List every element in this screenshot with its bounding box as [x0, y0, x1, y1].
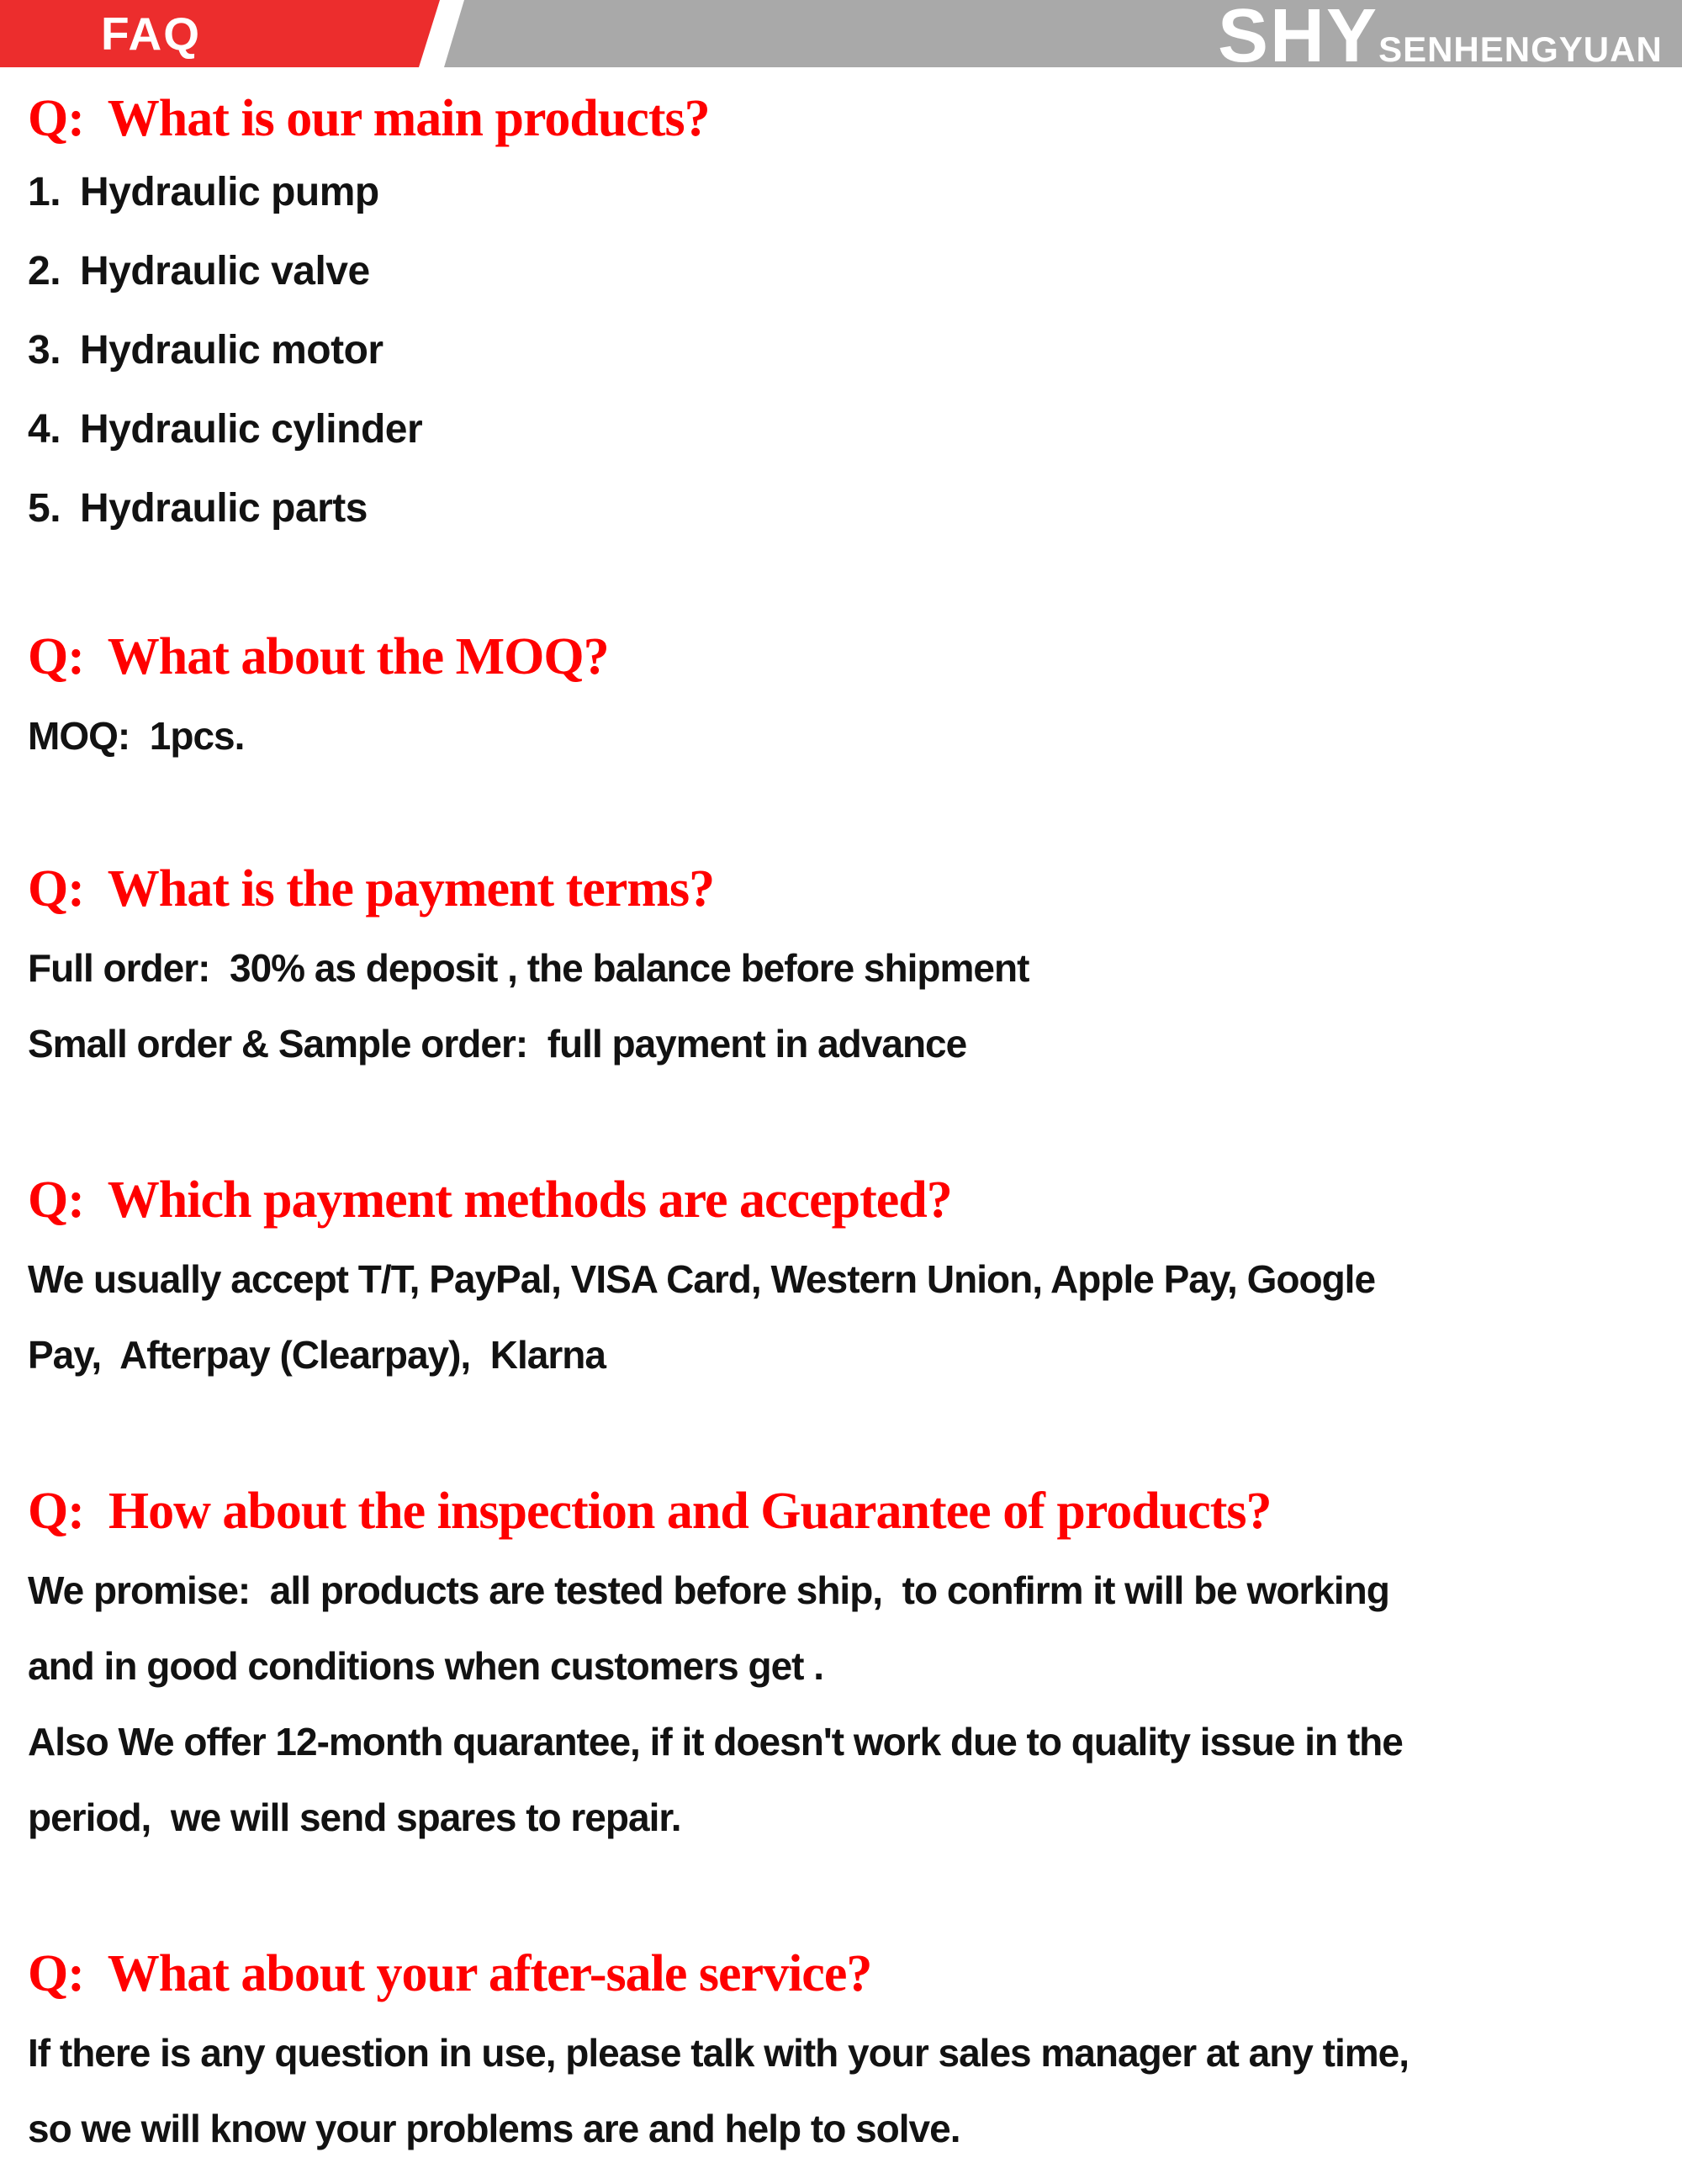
list-number: 3.	[28, 328, 61, 373]
faq-content	[0, 84, 1682, 2166]
question-heading: Q: What is our main products?	[28, 90, 710, 147]
answer-line: We usually accept T/T, PayPal, VISA Card, Western Union, Apple Pay, Google	[28, 1257, 1376, 1301]
brand-sub-text: SENHENGYUAN	[1378, 29, 1663, 67]
question-heading: Q: Which payment methods are accepted?	[28, 1171, 952, 1229]
qa-section-payment-terms	[28, 854, 1675, 1081]
list-text: Hydraulic motor	[80, 328, 383, 373]
product-list	[28, 153, 1675, 548]
brand-main-text: SHY	[1218, 0, 1379, 67]
list-item	[28, 232, 1675, 311]
qa-section-after-sale	[28, 1939, 1675, 2166]
qa-section-payment-methods	[28, 1166, 1675, 1393]
answer-line: If there is any question in use, please talk with your sales manager at any time,	[28, 2031, 1410, 2075]
list-text: Hydraulic cylinder	[80, 407, 423, 452]
list-number: 5.	[28, 486, 61, 531]
answer-block	[28, 1552, 1675, 1855]
brand-logo	[1218, 0, 1663, 67]
answer-line: Pay, Afterpay (Clearpay), Klarna	[28, 1333, 606, 1377]
list-text: Hydraulic pump	[80, 170, 379, 214]
answer-line: so we will know your problems are and help to solve.	[28, 2107, 960, 2150]
qa-section-guarantee	[28, 1477, 1675, 1855]
answer-block	[28, 1241, 1675, 1393]
question-heading: Q: What is the payment terms?	[28, 860, 715, 917]
answer-block	[28, 698, 1675, 774]
list-item	[28, 311, 1675, 390]
answer-line: and in good conditions when customers get .	[28, 1644, 824, 1688]
answer-line: Full order: 30% as deposit , the balance before shipment	[28, 946, 1029, 990]
answer-line: Also We offer 12-month quarantee, if it doesn't work due to quality issue in the	[28, 1720, 1403, 1764]
answer-line: period, we will send spares to repair.	[28, 1795, 681, 1839]
question-heading: Q: What about your after-sale service?	[28, 1945, 872, 2002]
qa-section-products	[28, 84, 1675, 548]
header-banner	[0, 0, 1682, 67]
answer-line: Small order & Sample order: full payment in advance	[28, 1022, 967, 1066]
list-number: 2.	[28, 249, 61, 293]
list-item	[28, 153, 1675, 232]
list-text: Hydraulic parts	[80, 486, 368, 531]
list-number: 1.	[28, 170, 61, 214]
question-heading: Q: How about the inspection and Guarantee of products?	[28, 1483, 1272, 1540]
list-item	[28, 469, 1675, 548]
answer-block	[28, 930, 1675, 1081]
question-heading: Q: What about the MOQ?	[28, 628, 609, 685]
faq-label: FAQ	[101, 8, 202, 60]
answer-block	[28, 2015, 1675, 2166]
red-banner-shape	[0, 0, 440, 67]
list-text: Hydraulic valve	[80, 249, 370, 293]
answer-line: We promise: all products are tested before ship, to confirm it will be working	[28, 1568, 1389, 1612]
qa-section-moq	[28, 622, 1675, 774]
list-item	[28, 390, 1675, 469]
list-number: 4.	[28, 407, 61, 452]
answer-line: MOQ: 1pcs.	[28, 714, 245, 758]
